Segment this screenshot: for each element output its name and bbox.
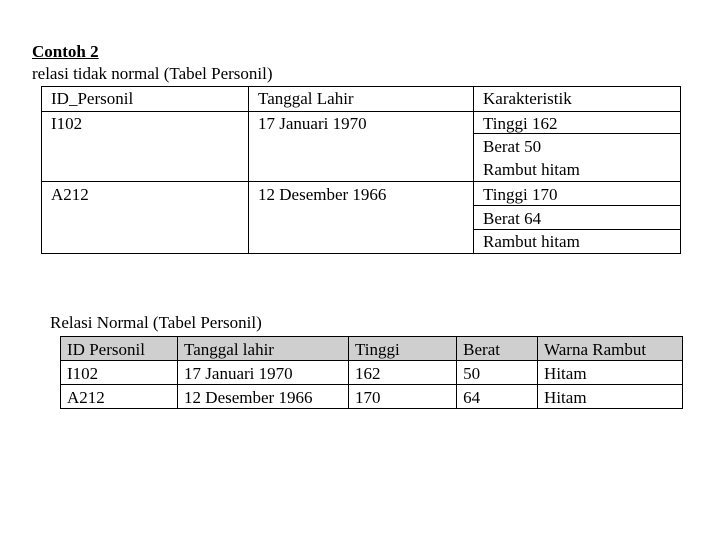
table-cell-characteristic: Rambut hitam [483, 232, 580, 251]
table-cell-characteristic: Tinggi 162 [483, 114, 558, 133]
table-cell: Hitam [538, 361, 683, 385]
table-cell: 162 [348, 361, 456, 385]
column-header: ID Personil [61, 337, 178, 361]
table-cell: 17 Januari 1970 [178, 361, 349, 385]
table-cell: 50 [457, 361, 538, 385]
column-header: Karakteristik [483, 89, 572, 108]
table-cell: I102 [61, 361, 178, 385]
header-divider [42, 111, 680, 112]
column-header: Berat [457, 337, 538, 361]
table-cell-date: 12 Desember 1966 [258, 185, 387, 204]
subrow-divider [473, 229, 680, 230]
column-header: Tinggi [348, 337, 456, 361]
example-heading: Contoh 2 [32, 42, 99, 61]
table-row [61, 361, 683, 385]
table-cell-characteristic: Berat 50 [483, 137, 542, 156]
column-header: ID_Personil [51, 89, 134, 108]
table-cell: 12 Desember 1966 [178, 385, 349, 409]
table-cell-characteristic: Berat 64 [483, 209, 542, 228]
unnormalized-relation-title: relasi tidak normal (Tabel Personil) [32, 64, 273, 83]
normalized-table [60, 336, 683, 409]
table-cell: 64 [457, 385, 538, 409]
unnormalized-table [41, 86, 681, 254]
subrow-divider [473, 205, 680, 206]
normal-relation-title: Relasi Normal (Tabel Personil) [50, 313, 262, 332]
table-cell-id: A212 [51, 185, 89, 204]
column-header: Tanggal Lahir [258, 89, 354, 108]
table-cell-characteristic: Rambut hitam [483, 160, 580, 179]
column-header: Warna Rambut [538, 337, 683, 361]
table-cell: 170 [348, 385, 456, 409]
column-header: Tanggal lahir [178, 337, 349, 361]
table-row [61, 385, 683, 409]
table-cell-id: I102 [51, 114, 83, 133]
table-cell: A212 [61, 385, 178, 409]
row-divider [42, 181, 680, 182]
table-header-row [61, 337, 683, 361]
table-cell: Hitam [538, 385, 683, 409]
table-cell-date: 17 Januari 1970 [258, 114, 367, 133]
table-cell-characteristic: Tinggi 170 [483, 185, 558, 204]
